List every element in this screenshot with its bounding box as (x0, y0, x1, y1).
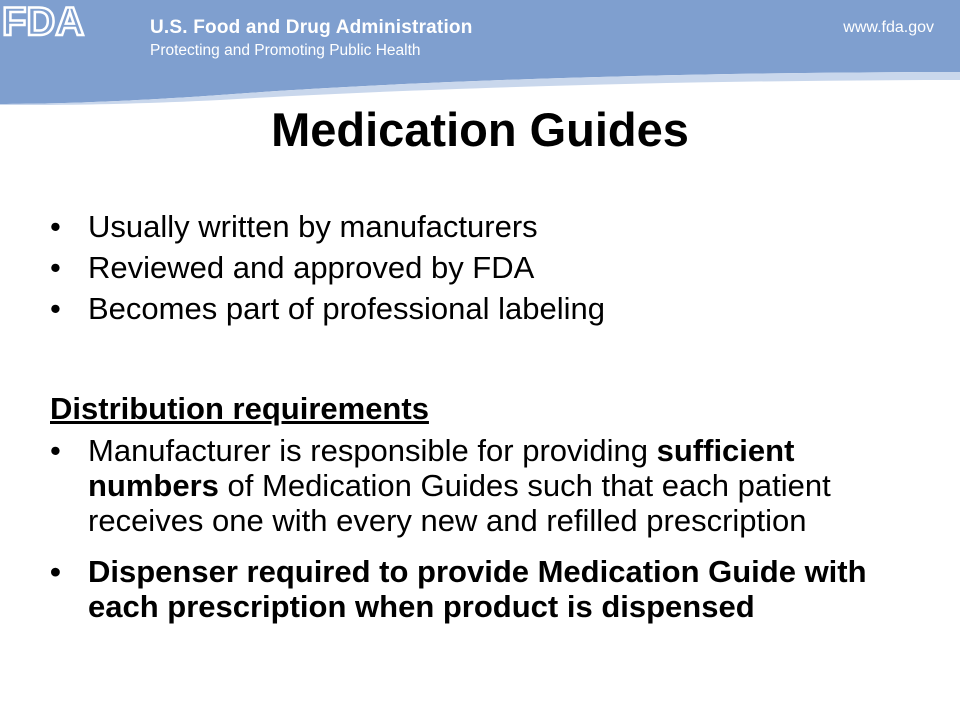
agency-name: U.S. Food and Drug Administration (150, 17, 473, 38)
list-item (50, 251, 920, 285)
bullet-icon: • (50, 209, 61, 244)
section-heading: Distribution requirements (50, 391, 429, 426)
banner-wave-shape (0, 0, 960, 105)
bullet-icon: • (50, 554, 61, 589)
bullet-text: Becomes part of professional labeling (88, 291, 605, 326)
bullet-icon: • (50, 291, 61, 326)
bullet-text-emphasis: sufficient numbers (88, 433, 795, 503)
header-banner (0, 0, 960, 105)
bullet-text-before: Manufacturer is responsible for providing (88, 433, 657, 468)
list-item (50, 292, 920, 326)
site-url-link[interactable]: www.fda.gov (843, 19, 934, 36)
agency-tagline: Protecting and Promoting Public Health (150, 42, 421, 59)
slide-title: Medication Guides (271, 103, 689, 156)
bullet-text: Usually written by manufacturers (88, 209, 538, 244)
bullet-icon: • (50, 250, 61, 285)
list-item (50, 433, 920, 538)
fda-logo-icon (0, 0, 92, 40)
bullet-text: Reviewed and approved by FDA (88, 250, 535, 285)
distribution-list (50, 433, 920, 640)
list-item (50, 554, 920, 624)
fda-logo-text: FDA (2, 0, 85, 40)
bullet-list (50, 210, 920, 333)
list-item (50, 210, 920, 244)
bullet-text-after: of Medication Guides such that each patient receives one with every new and refilled prescription (88, 468, 831, 538)
bullet-icon: • (50, 433, 61, 468)
bullet-text: Dispenser required to provide Medication Guide with each prescription when product is dispensed (88, 554, 867, 624)
